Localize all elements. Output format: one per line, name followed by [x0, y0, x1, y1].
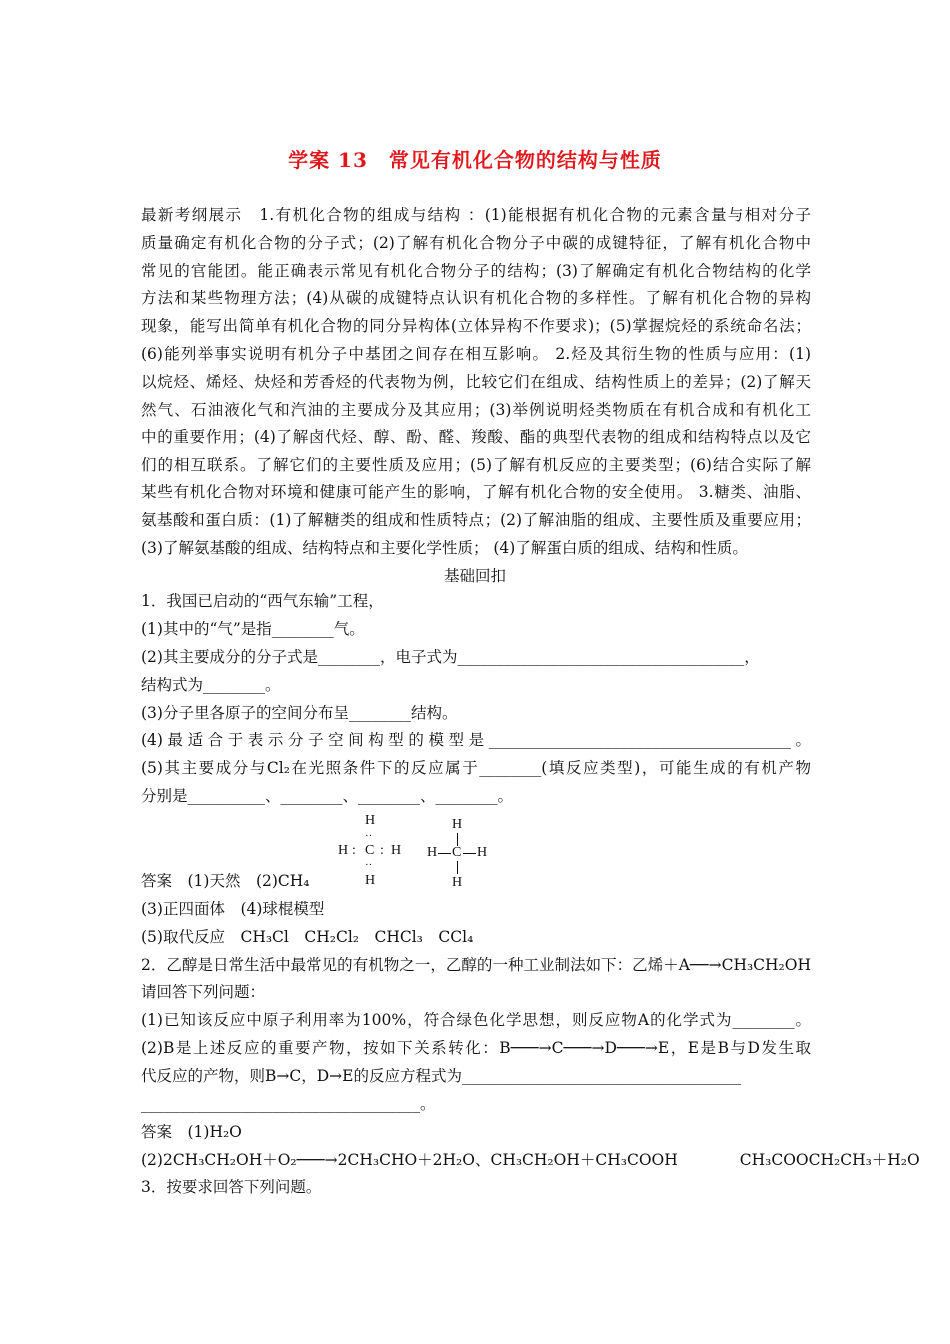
atom-h: H: [452, 875, 463, 890]
electron-pair: ··: [365, 830, 373, 842]
section-heading: 基础回扣: [443, 567, 506, 585]
text-line: (3)了解氨基酸的组成、结构特点和主要化学性质； (4)了解蛋白质的组成、结构和性质。: [141, 539, 748, 557]
text-line: 常见的官能团。能正确表示常见有机化合物分子的结构；(3)了解确定有机化合物结构的化学: [141, 262, 811, 280]
text-line: 中的重要作用；(4)了解卤代烃、醇、酚、醛、羧酸、酯的典型代表物的组成和结构特点以及它: [141, 428, 811, 446]
atom-h: H: [365, 813, 376, 828]
atom-h: H: [391, 843, 402, 858]
atom-h: H: [427, 845, 438, 860]
text-line: 代反应的产物，则B→C，D→E的反应方程式为____________________________________: [141, 1067, 741, 1085]
electron-pair: :: [380, 843, 384, 858]
text-line: 分别是__________、________、________、________。: [141, 787, 514, 805]
text-line: (2)2CH₃CH₂OH＋O₂───→2CH₃CHO＋2H₂O、CH₃CH₂OH＋CH₃COOH CH₃COOCH₂CH₃＋H₂O: [141, 1151, 920, 1169]
bond-line: [457, 861, 458, 874]
atom-h: H: [452, 817, 463, 832]
text-line: 质量确定有机化合物的分子式；(2)了解有机化合物分子中碳的成键特征，了解有机化合物中: [141, 234, 811, 252]
electron-pair: :: [352, 843, 356, 858]
page-title: 学案 13 常见有机化合物的结构与性质: [288, 148, 662, 172]
text-line: 结构式为________。: [141, 676, 281, 694]
atom-c: C: [452, 845, 462, 860]
text-line: 最新考纲展示 1.有机化合物的组成与结构 ：(1)能根据有机化合物的元素含量与相对分子: [141, 206, 811, 224]
text-line: (4)最适合于表示分子空间构型的模型是_______________________________________。: [141, 731, 811, 749]
text-line: (6)能列举事实说明有机分子中基团之间存在相互影响。 2.烃及其衍生物的性质与应用：(1): [141, 345, 811, 363]
atom-h: H: [365, 873, 376, 888]
electron-pair: ··: [365, 859, 373, 871]
bond-line: [463, 853, 476, 854]
answer-1: 答案 (1)天然 (2)CH₄: [141, 872, 310, 890]
atom-h: H: [338, 843, 349, 858]
text-line: 请回答下列问题：: [141, 983, 266, 1001]
text-line: (1)其中的“气”是指________气。: [141, 620, 365, 638]
text-line: 以烷烃、烯烃、炔烃和芳香烃的代表物为例，比较它们在组成、结构性质上的差异；(2)了解天: [141, 373, 811, 391]
answer-2: 答案 (1)H₂O: [141, 1123, 242, 1141]
text-line: 们的相互联系。了解它们的主要性质及应用；(5)了解有机反应的主要类型；(6)结合实际了解: [141, 456, 811, 474]
question-1: 1．我国已启动的“西气东输”工程，: [141, 592, 384, 610]
text-line: (5)其主要成分与Cl₂在光照条件下的反应属于________(填反应类型)，可能生成的有机产物: [141, 759, 811, 777]
text-line: (1)已知该反应中原子利用率为100%，符合绿色化学思想，则反应物A的化学式为________。: [141, 1011, 811, 1029]
text-line: 然气、石油液化气和汽油的主要成分及其应用；(3)举例说明烃类物质在有机合成和有机化工: [141, 401, 811, 419]
text-line: (2)B是上述反应的重要产物，按如下关系转化：B───→C───→D───→E，E是B与D发生取: [141, 1039, 811, 1057]
atom-c: C: [365, 843, 375, 858]
text-line: 氨基酸和蛋白质：(1)了解糖类的组成和性质特点；(2)了解油脂的组成、主要性质及重要应用；: [141, 511, 811, 529]
text-line: (3)分子里各原子的空间分布呈________结构。: [141, 704, 458, 722]
question-3: 3．按要求回答下列问题。: [141, 1178, 322, 1196]
atom-h: H: [477, 845, 488, 860]
text-line: 某些有机化合物对环境和健康可能产生的影响，了解有机化合物的安全使用。 3.糖类、油脂、: [141, 483, 811, 501]
text-line: ____________________________________。: [141, 1095, 436, 1113]
text-line: (5)取代反应 CH₃Cl CH₂Cl₂ CHCl₃ CCl₄: [141, 928, 474, 946]
text-line: 方法和某些物理方法；(4)从碳的成键特点认识有机化合物的多样性。了解有机化合物的异构: [141, 289, 811, 307]
text-line: 现象，能写出简单有机化合物的同分异构体(立体异构不作要求)；(5)掌握烷烃的系统命名法；: [141, 317, 811, 335]
text-line: (3)正四面体 (4)球棍模型: [141, 900, 325, 918]
bond-line: [438, 853, 451, 854]
question-2: 2．乙醇是日常生活中最常见的有机物之一，乙醇的一种工业制法如下：乙烯＋A──→CH₃CH₂OH: [141, 956, 811, 974]
text-line: (2)其主要成分的分子式是________，电子式为_____________________________________，: [141, 648, 760, 666]
